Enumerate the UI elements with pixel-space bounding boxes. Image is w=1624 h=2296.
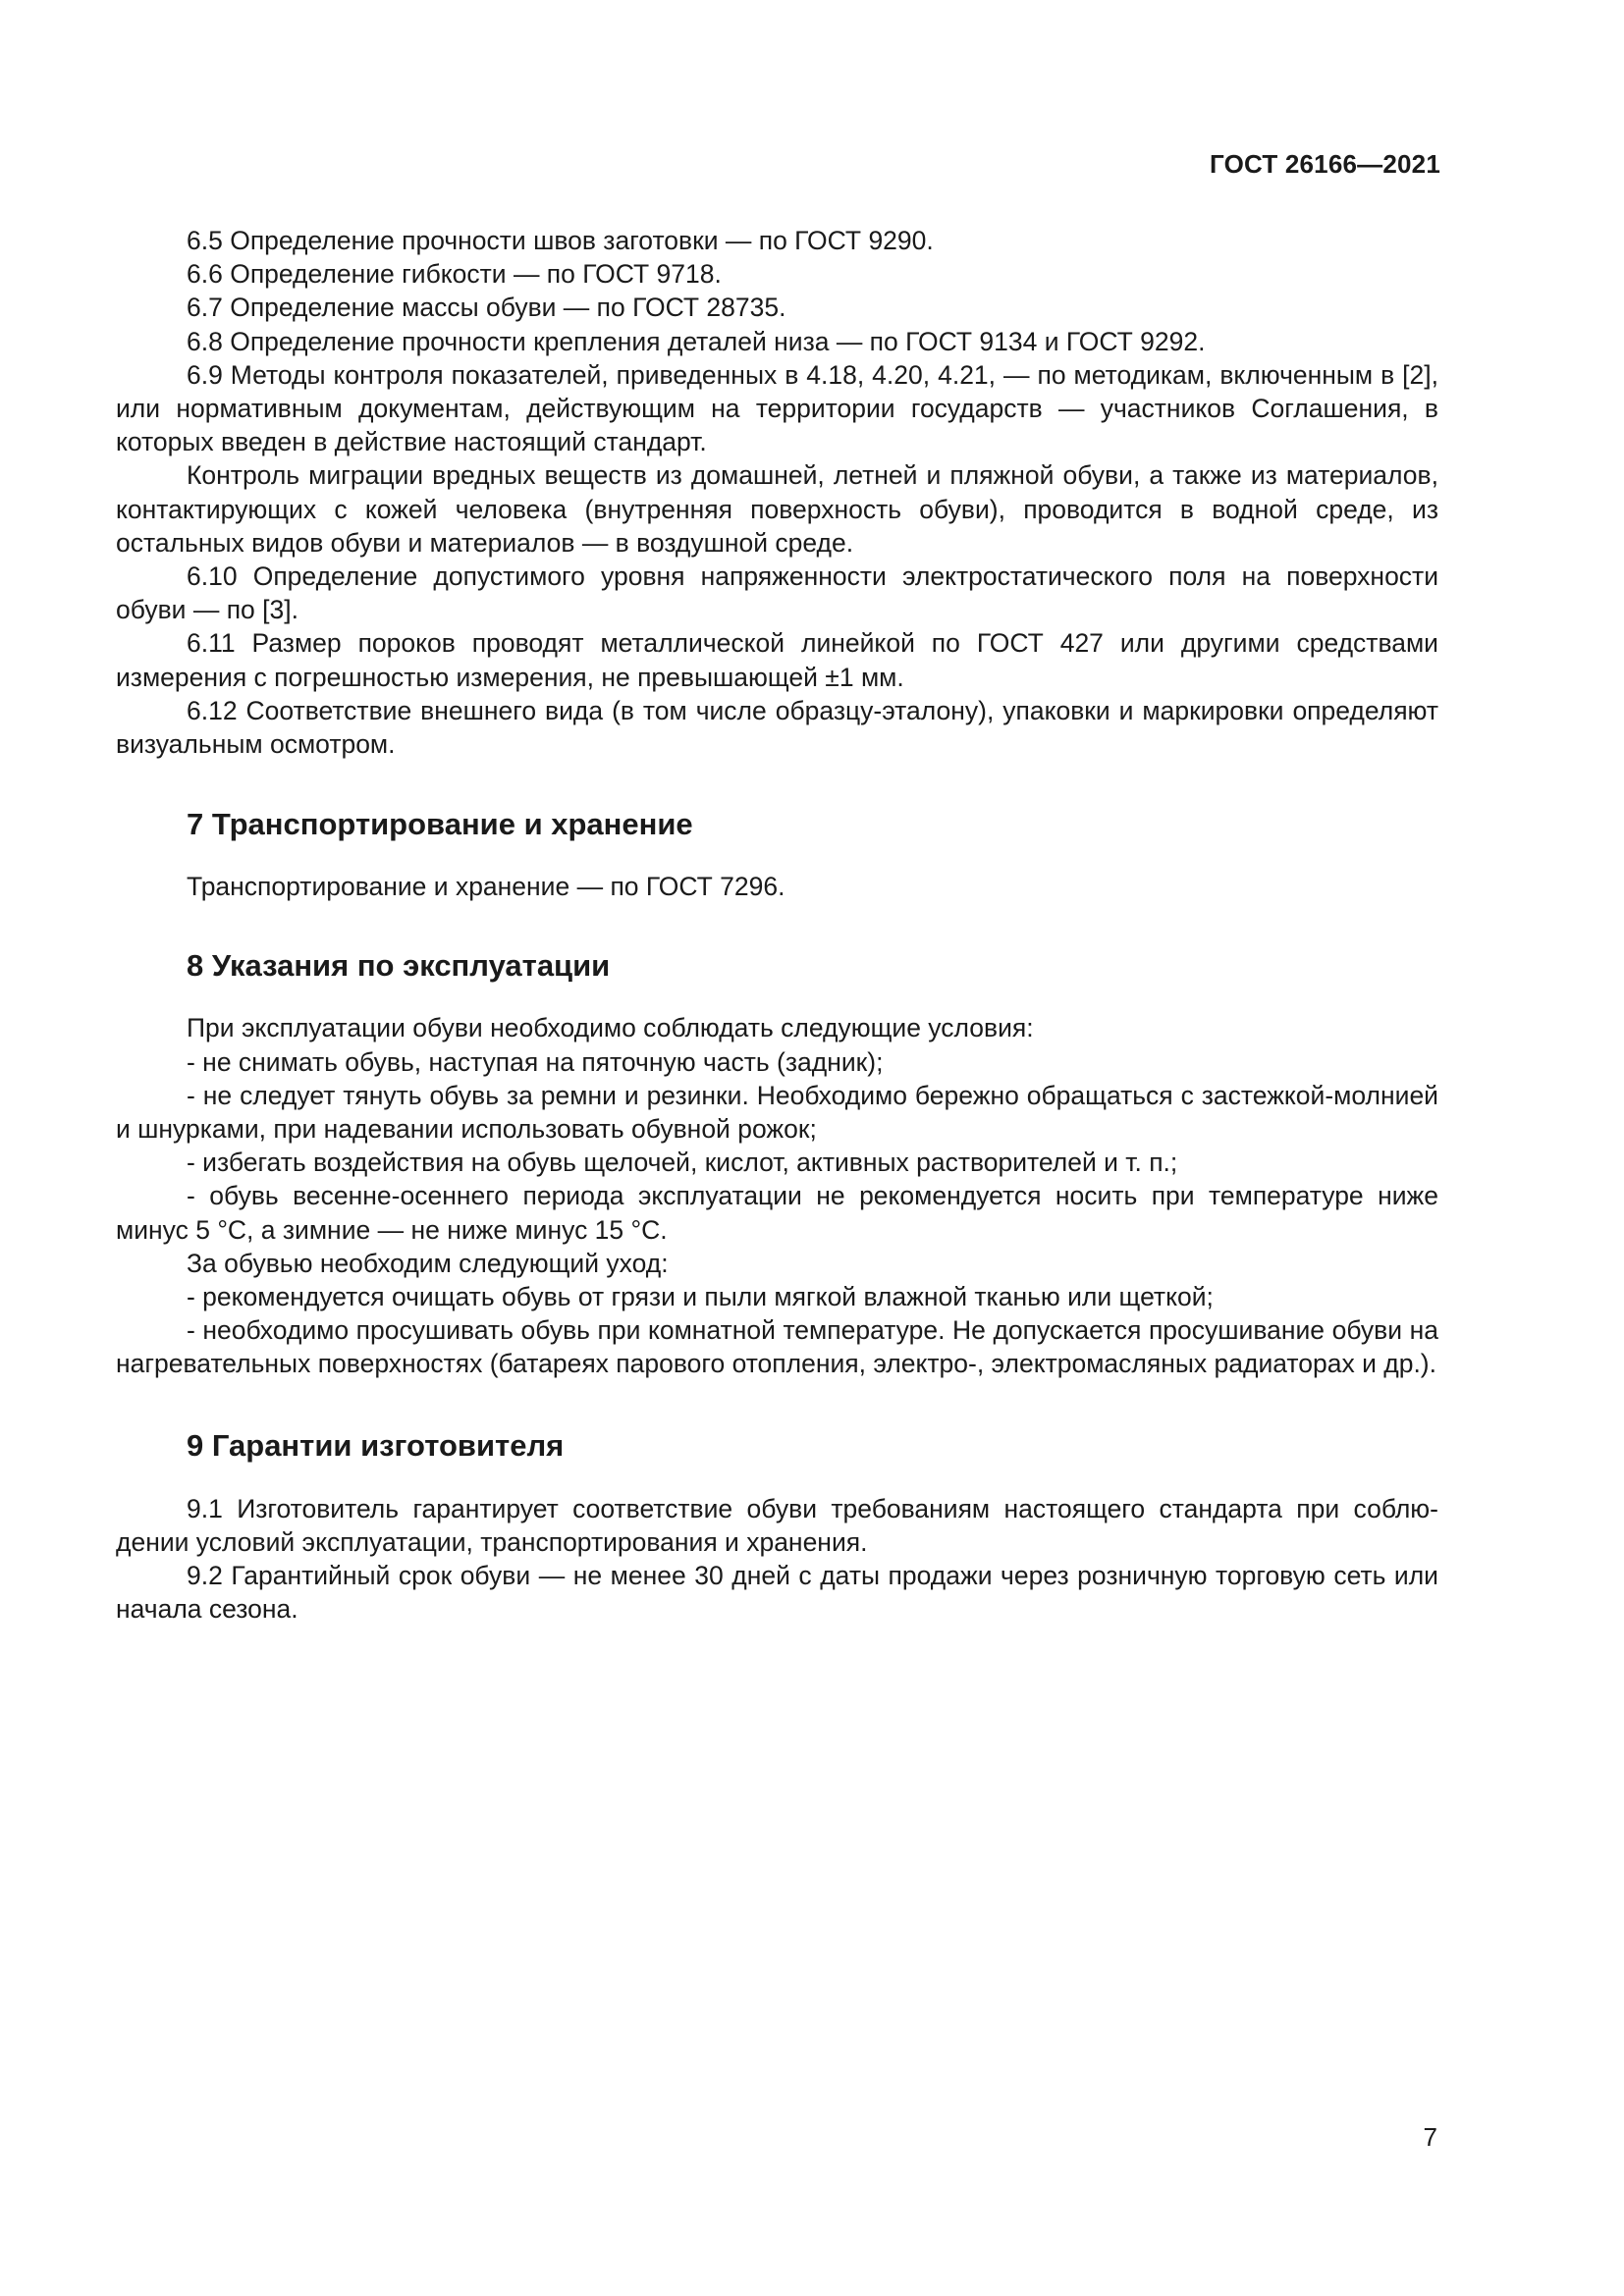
- clause-9-2: 9.2 Гарантийный срок обуви — не менее 30 дней с даты продажи через розничную торговую сеть или начала сезона.: [116, 1561, 1438, 1625]
- clause-9-1: 9.1 Изготовитель гарантирует соответствие обуви требованиям настоящего стандарта при соблюдении условий эксплуатации, транспортирования и хранения.: [116, 1493, 1438, 1557]
- clause-6-11: 6.11 Размер пороков проводят металлической линейкой по ГОСТ 427 или другими средствами измерения с погрешностью измерения, не превышающей ±1 мм.: [116, 628, 1438, 692]
- section-8-heading: 8 Указания по эксплуатации: [187, 948, 611, 984]
- care-intro: За обувью необходим следующий уход:: [187, 1248, 669, 1278]
- section-7-text: Транспортирование и хранение — по ГОСТ 7296.: [187, 872, 785, 902]
- clause-6-7: 6.7 Определение массы обуви — по ГОСТ 28735.: [187, 293, 786, 323]
- clause-6-6: 6.6 Определение гибкости — по ГОСТ 9718.: [187, 259, 722, 290]
- clause-6-5: 6.5 Определение прочности швов заготовки — по ГОСТ 9290.: [187, 226, 934, 255]
- section-7-heading: 7 Транспортирование и хранение: [187, 807, 693, 842]
- clause-6-12: 6.12 Соответствие внешнего вида (в том числе образцу-эталону), упаковки и маркировки определяют визуальным осмотром.: [116, 695, 1438, 760]
- document-code: ГОСТ 26166—2021: [1210, 149, 1440, 179]
- section-9-heading: 9 Гарантии изготовителя: [187, 1427, 565, 1463]
- care-item: - рекомендуется очищать обувь от грязи и пыли мягкой влажной тканью или щеткой;: [187, 1282, 1214, 1312]
- condition-item: - обувь весенне-осеннего периода эксплуатации не рекомендуется носить при температуре ниже минус 5 °С, а зимние — не ниже минус 15 °С.: [116, 1181, 1438, 1245]
- condition-item: - не следует тянуть обувь за ремни и резинки. Необходимо бережно обращаться с застежкой-молнией и шнурками, при надевании использовать обувной рожок;: [116, 1080, 1438, 1145]
- clause-6-9: 6.9 Методы контроля показателей, приведенных в 4.18, 4.20, 4.21, — по методикам, включенным в [2], или нормативным документам, действующим на территории государств — участников Соглашения, в которых введен в действие настоящий стандарт.: [116, 359, 1438, 457]
- page-content: [116, 224, 1438, 1627]
- condition-item: - не снимать обувь, наступая на пяточную часть (задник);: [187, 1046, 884, 1077]
- clause-6-10: 6.10 Определение допустимого уровня напряженности электростатического поля на поверхности обуви — по [3].: [116, 561, 1438, 625]
- clause-6-8: 6.8 Определение прочности крепления деталей низа — по ГОСТ 9134 и ГОСТ 9292.: [187, 326, 1206, 356]
- clause-6-9-migration: Контроль миграции вредных веществ из домашней, летней и пляжной обуви, а также из материалов, контактирующих с кожей человека (внутренняя поверхность обуви), проводится в водной среде, из остальных видов обуви и материалов — в воздушной среде.: [116, 460, 1438, 558]
- section-6-continuation: [116, 224, 1438, 761]
- care-item: - необходимо просушивать обувь при комнатной температуре. Не допускается просушивание обуви на нагревательных поверхностях (батареях парового отопления, электро-, электромасляных радиаторах и др.).: [116, 1315, 1438, 1379]
- section-8-intro: При эксплуатации обуви необходимо соблюдать следующие условия:: [187, 1013, 1034, 1043]
- condition-item: - избегать воздействия на обувь щелочей, кислот, активных растворителей и т. п.;: [187, 1148, 1178, 1178]
- page-number: 7: [1423, 2122, 1437, 2152]
